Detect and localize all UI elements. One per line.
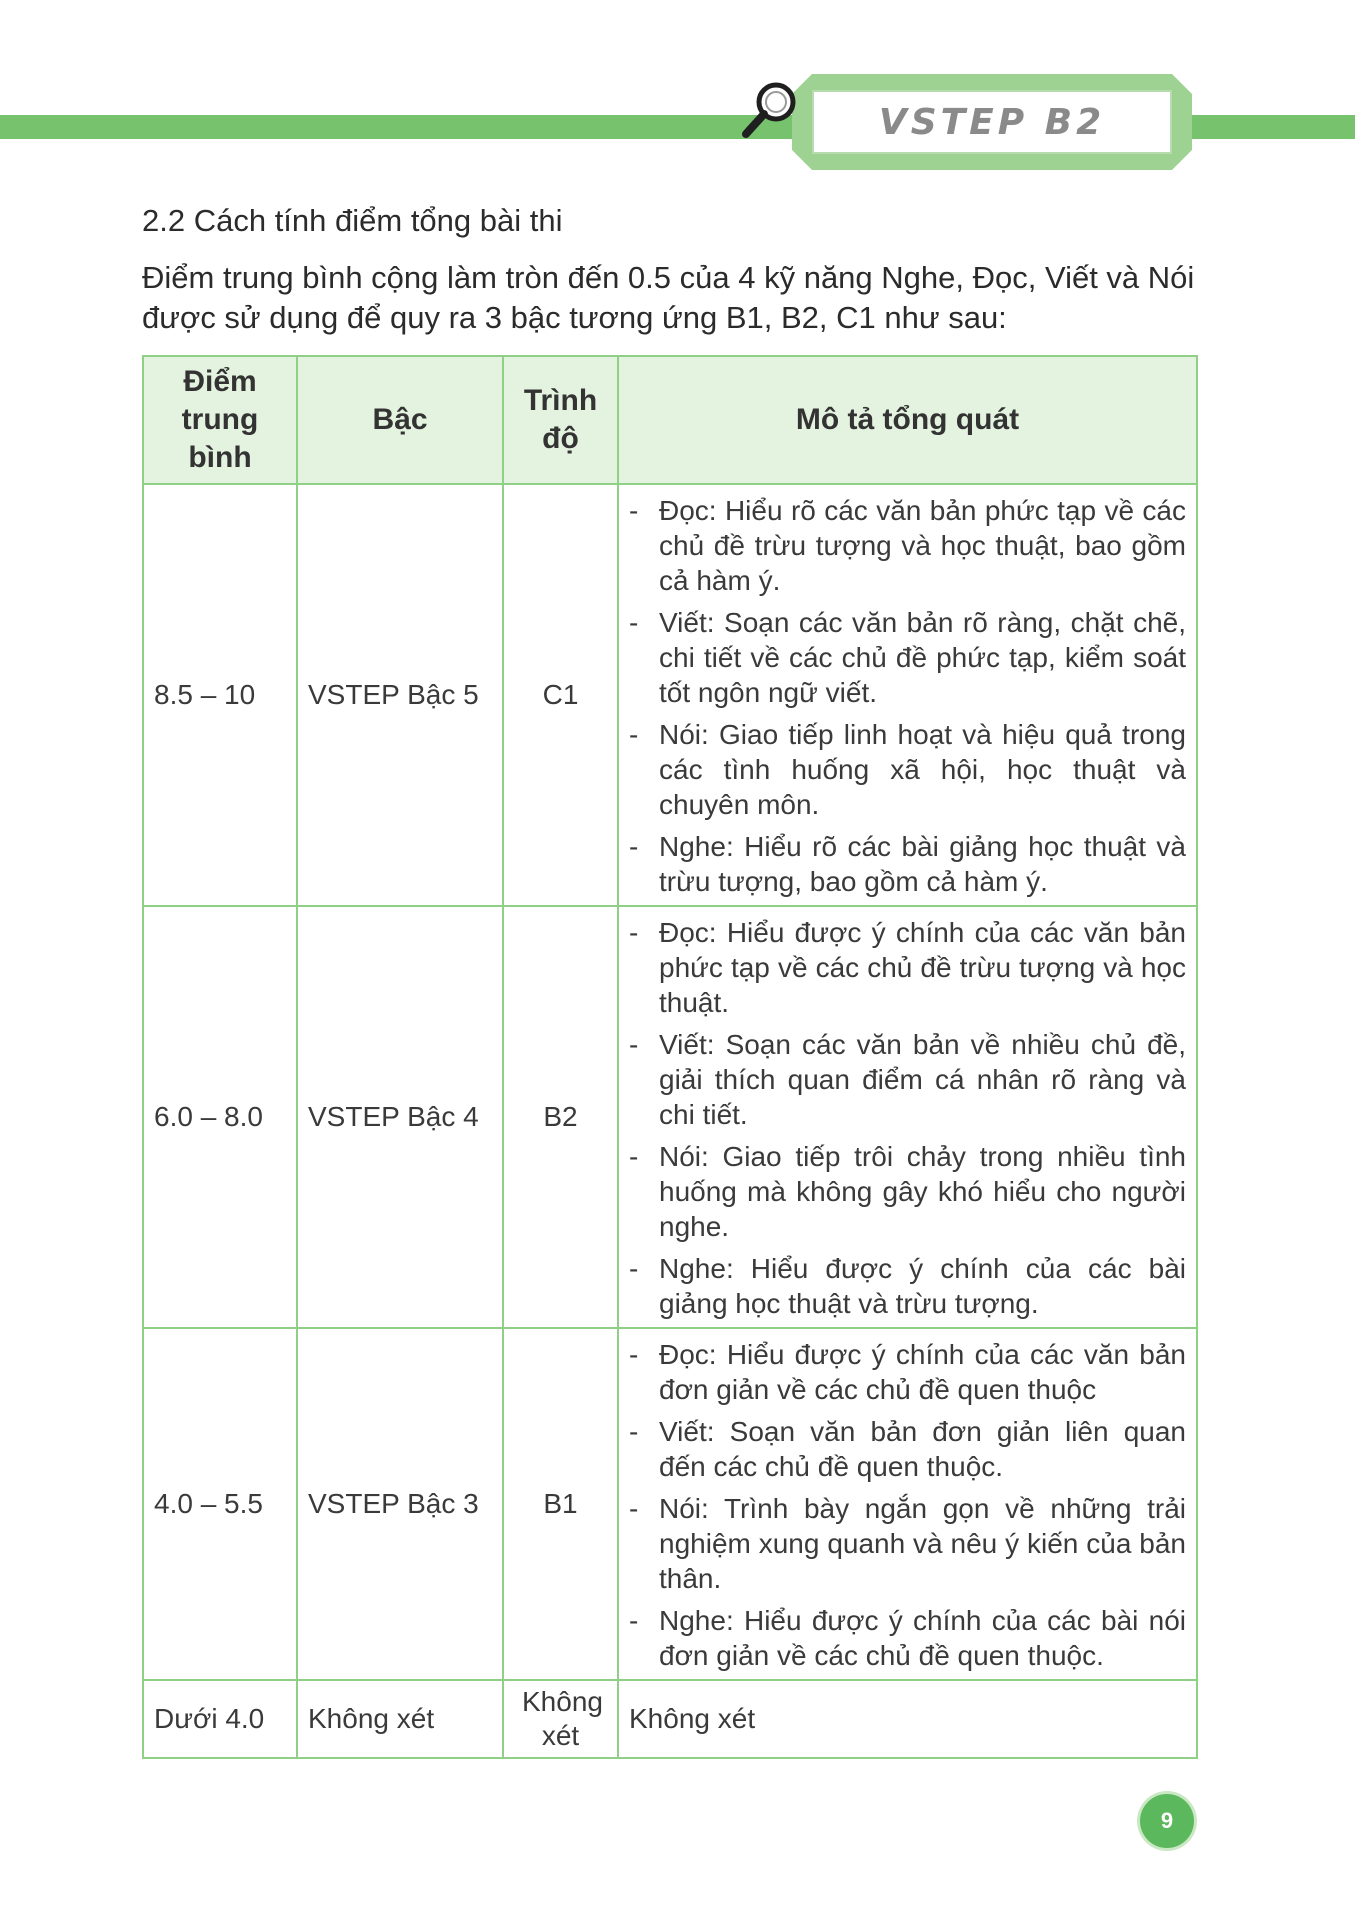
cefr-cell: C1 xyxy=(503,484,618,906)
logo-box xyxy=(812,90,1172,154)
score-cell: 6.0 – 8.0 xyxy=(143,906,297,1328)
header-cefr: Trình độ xyxy=(503,356,618,484)
description-item: - Viết: Soạn văn bản đơn giản liên quan đến các chủ đề quen thuộc. xyxy=(627,1414,1186,1484)
level-cell: VSTEP Bậc 3 xyxy=(297,1328,503,1680)
score-cell: 4.0 – 5.5 xyxy=(143,1328,297,1680)
description-item: - Đọc: Hiểu được ý chính của các văn bản đơn giản về các chủ đề quen thuộc xyxy=(627,1337,1186,1407)
description-list xyxy=(627,1337,1186,1673)
description-cell xyxy=(618,1328,1197,1680)
logo-text: VSTEP B2 xyxy=(878,101,1106,143)
page-number: 9 xyxy=(1140,1794,1194,1848)
level-cell: Không xét xyxy=(297,1680,503,1758)
score-table xyxy=(142,355,1198,1759)
cefr-cell: Không xét xyxy=(503,1680,618,1758)
description-list xyxy=(627,493,1186,899)
table-row xyxy=(143,1680,1197,1758)
score-cell: 8.5 – 10 xyxy=(143,484,297,906)
section-title: 2.2 Cách tính điểm tổng bài thi xyxy=(142,203,563,238)
cefr-cell: B2 xyxy=(503,906,618,1328)
header-level: Bậc xyxy=(297,356,503,484)
intro-paragraph: Điểm trung bình cộng làm tròn đến 0.5 của 4 kỹ năng Nghe, Đọc, Viết và Nói được sử dụng để quy ra 3 bậc tương ứng B1, B2, C1 như sau: xyxy=(142,260,1195,335)
table-row xyxy=(143,906,1197,1328)
cefr-cell: B1 xyxy=(503,1328,618,1680)
description-cell xyxy=(618,906,1197,1328)
description-cell xyxy=(618,484,1197,906)
description-item: - Viết: Soạn các văn bản về nhiều chủ đề, giải thích quan điểm cá nhân rõ ràng và chi tiết. xyxy=(627,1027,1186,1132)
description-item: - Viết: Soạn các văn bản rõ ràng, chặt chẽ, chi tiết về các chủ đề phức tạp, kiểm soát tốt ngôn ngữ viết. xyxy=(627,605,1186,710)
description-item: - Đọc: Hiểu được ý chính của các văn bản phức tạp về các chủ đề trừu tượng và học thuật. xyxy=(627,915,1186,1020)
description-item: - Nghe: Hiểu rõ các bài giảng học thuật và trừu tượng, bao gồm cả hàm ý. xyxy=(627,829,1186,899)
description-item: - Nghe: Hiểu được ý chính của các bài giảng học thuật và trừu tượng. xyxy=(627,1251,1186,1321)
header-average-score: Điểm trung bình xyxy=(143,356,297,484)
description-item: - Nghe: Hiểu được ý chính của các bài nói đơn giản về các chủ đề quen thuộc. xyxy=(627,1603,1186,1673)
description-list xyxy=(627,915,1186,1321)
description-item: - Nói: Giao tiếp linh hoạt và hiệu quả trong các tình huống xã hội, học thuật và chuyên môn. xyxy=(627,717,1186,822)
table-row xyxy=(143,484,1197,906)
header-description: Mô tả tổng quát xyxy=(618,356,1197,484)
description-item: - Đọc: Hiểu rõ các văn bản phức tạp về các chủ đề trừu tượng và học thuật, bao gồm cả hàm ý. xyxy=(627,493,1186,598)
magnifier-icon xyxy=(738,78,802,142)
level-cell: VSTEP Bậc 4 xyxy=(297,906,503,1328)
score-cell: Dưới 4.0 xyxy=(143,1680,297,1758)
description-item: - Nói: Trình bày ngắn gọn về những trải nghiệm xung quanh và nêu ý kiến của bản thân. xyxy=(627,1491,1186,1596)
description-item: - Nói: Giao tiếp trôi chảy trong nhiều tình huống mà không gây khó hiểu cho người nghe. xyxy=(627,1139,1186,1244)
description-cell: Không xét xyxy=(618,1680,1197,1758)
level-cell: VSTEP Bậc 5 xyxy=(297,484,503,906)
table-header-row xyxy=(143,356,1197,484)
table-row xyxy=(143,1328,1197,1680)
